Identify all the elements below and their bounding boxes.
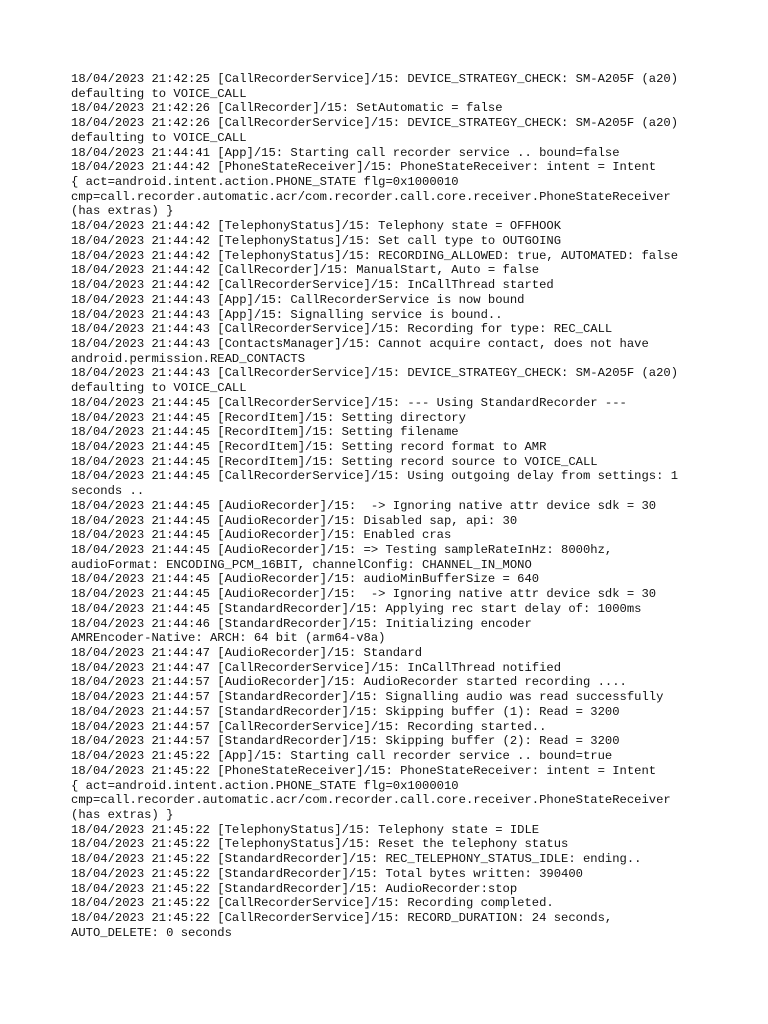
log-line: 18/04/2023 21:44:57 [StandardRecorder]/15: Skipping buffer (2): Read = 3200 — [71, 734, 620, 749]
log-line: defaulting to VOICE_CALL — [71, 86, 247, 101]
log-line: { act=android.intent.action.PHONE_STATE flg=0x1000010 — [71, 175, 459, 190]
log-line: 18/04/2023 21:44:42 [CallRecorder]/15: ManualStart, Auto = false — [71, 263, 540, 278]
log-line: AMREncoder-Native: ARCH: 64 bit (arm64-v8a) — [71, 631, 386, 646]
log-line: 18/04/2023 21:45:22 [PhoneStateReceiver]/15: PhoneStateReceiver: intent = Intent — [71, 763, 657, 778]
log-line: 18/04/2023 21:44:45 [AudioRecorder]/15: -> Ignoring native attr device sdk = 30 — [71, 498, 657, 513]
log-line: { act=android.intent.action.PHONE_STATE flg=0x1000010 — [71, 778, 459, 793]
log-line: 18/04/2023 21:44:42 [TelephonyStatus]/15: Telephony state = OFFHOOK — [71, 219, 562, 234]
log-line: 18/04/2023 21:44:45 [RecordItem]/15: Setting filename — [71, 425, 459, 440]
log-line: 18/04/2023 21:44:42 [CallRecorderService]/15: InCallThread started — [71, 278, 554, 293]
log-line: 18/04/2023 21:45:22 [CallRecorderService]/15: RECORD_DURATION: 24 seconds, — [71, 910, 613, 925]
log-line: 18/04/2023 21:44:41 [App]/15: Starting call recorder service .. bound=false — [71, 145, 620, 160]
log-line: 18/04/2023 21:45:22 [App]/15: Starting call recorder service .. bound=true — [71, 749, 613, 764]
log-line: 18/04/2023 21:44:42 [TelephonyStatus]/15: Set call type to OUTGOING — [71, 233, 562, 248]
log-line: cmp=call.recorder.automatic.acr/com.recorder.call.core.receiver.PhoneStateReceiver — [71, 793, 671, 808]
log-line: 18/04/2023 21:44:43 [ContactsManager]/15: Cannot acquire contact, does not have — [71, 336, 649, 351]
log-line: 18/04/2023 21:44:45 [RecordItem]/15: Setting record source to VOICE_CALL — [71, 454, 598, 469]
log-line: 18/04/2023 21:44:45 [CallRecorderService]/15: Using outgoing delay from settings: 1 — [71, 469, 679, 484]
log-line: 18/04/2023 21:44:45 [RecordItem]/15: Setting directory — [71, 410, 466, 425]
log-line: defaulting to VOICE_CALL — [71, 381, 247, 396]
log-line: 18/04/2023 21:44:43 [App]/15: CallRecorderService is now bound — [71, 292, 525, 307]
log-line: 18/04/2023 21:44:45 [AudioRecorder]/15: Disabled sap, api: 30 — [71, 513, 518, 528]
log-line: seconds .. — [71, 484, 145, 499]
log-line: android.permission.READ_CONTACTS — [71, 351, 306, 366]
log-line: 18/04/2023 21:44:42 [TelephonyStatus]/15: RECORDING_ALLOWED: true, AUTOMATED: false — [71, 248, 679, 263]
log-line: defaulting to VOICE_CALL — [71, 130, 247, 145]
log-line: 18/04/2023 21:45:22 [StandardRecorder]/15: AudioRecorder:stop — [71, 881, 518, 896]
log-line: 18/04/2023 21:44:47 [AudioRecorder]/15: Standard — [71, 646, 423, 661]
log-line: 18/04/2023 21:45:22 [TelephonyStatus]/15: Reset the telephony status — [71, 837, 569, 852]
log-line: 18/04/2023 21:45:22 [StandardRecorder]/15: REC_TELEPHONY_STATUS_IDLE: ending.. — [71, 852, 642, 867]
log-line: 18/04/2023 21:44:57 [StandardRecorder]/15: Signalling audio was read successfully — [71, 690, 664, 705]
log-document — [71, 72, 711, 940]
log-line: (has extras) } — [71, 807, 174, 822]
log-line: 18/04/2023 21:42:26 [CallRecorderService]/15: DEVICE_STRATEGY_CHECK: SM-A205F (a20) — [71, 116, 679, 131]
log-line: 18/04/2023 21:44:45 [AudioRecorder]/15: -> Ignoring native attr device sdk = 30 — [71, 587, 657, 602]
log-line: 18/04/2023 21:44:42 [PhoneStateReceiver]/15: PhoneStateReceiver: intent = Intent — [71, 160, 657, 175]
log-line: 18/04/2023 21:44:57 [CallRecorderService]/15: Recording started.. — [71, 719, 547, 734]
log-line: 18/04/2023 21:44:45 [StandardRecorder]/15: Applying rec start delay of: 1000ms — [71, 601, 642, 616]
log-line: audioFormat: ENCODING_PCM_16BIT, channelConfig: CHANNEL_IN_MONO — [71, 557, 532, 572]
log-line: 18/04/2023 21:44:45 [RecordItem]/15: Setting record format to AMR — [71, 439, 547, 454]
log-line: (has extras) } — [71, 204, 174, 219]
log-line: AUTO_DELETE: 0 seconds — [71, 925, 232, 940]
log-line: 18/04/2023 21:44:43 [CallRecorderService]/15: Recording for type: REC_CALL — [71, 322, 613, 337]
log-line: 18/04/2023 21:44:45 [CallRecorderService]/15: --- Using StandardRecorder --- — [71, 395, 627, 410]
log-line: 18/04/2023 21:44:43 [App]/15: Signalling service is bound.. — [71, 307, 503, 322]
log-line: 18/04/2023 21:42:26 [CallRecorder]/15: SetAutomatic = false — [71, 101, 503, 116]
log-line: cmp=call.recorder.automatic.acr/com.recorder.call.core.receiver.PhoneStateReceiver — [71, 189, 671, 204]
log-line: 18/04/2023 21:44:45 [AudioRecorder]/15: Enabled cras — [71, 528, 452, 543]
log-line: 18/04/2023 21:44:47 [CallRecorderService]/15: InCallThread notified — [71, 660, 562, 675]
log-line: 18/04/2023 21:45:22 [CallRecorderService]/15: Recording completed. — [71, 896, 554, 911]
log-line: 18/04/2023 21:44:57 [StandardRecorder]/15: Skipping buffer (1): Read = 3200 — [71, 704, 620, 719]
log-line: 18/04/2023 21:44:57 [AudioRecorder]/15: AudioRecorder started recording .... — [71, 675, 627, 690]
log-line: 18/04/2023 21:45:22 [TelephonyStatus]/15: Telephony state = IDLE — [71, 822, 540, 837]
log-line: 18/04/2023 21:44:43 [CallRecorderService]/15: DEVICE_STRATEGY_CHECK: SM-A205F (a20) — [71, 366, 679, 381]
log-line: 18/04/2023 21:44:45 [AudioRecorder]/15: audioMinBufferSize = 640 — [71, 572, 540, 587]
log-line: 18/04/2023 21:44:45 [AudioRecorder]/15: => Testing sampleRateInHz: 8000hz, — [71, 543, 613, 557]
log-line: 18/04/2023 21:45:22 [StandardRecorder]/15: Total bytes written: 390400 — [71, 866, 583, 881]
log-line: 18/04/2023 21:42:25 [CallRecorderService]/15: DEVICE_STRATEGY_CHECK: SM-A205F (a20) — [71, 72, 679, 86]
log-line: 18/04/2023 21:44:46 [StandardRecorder]/15: Initializing encoder — [71, 616, 532, 631]
